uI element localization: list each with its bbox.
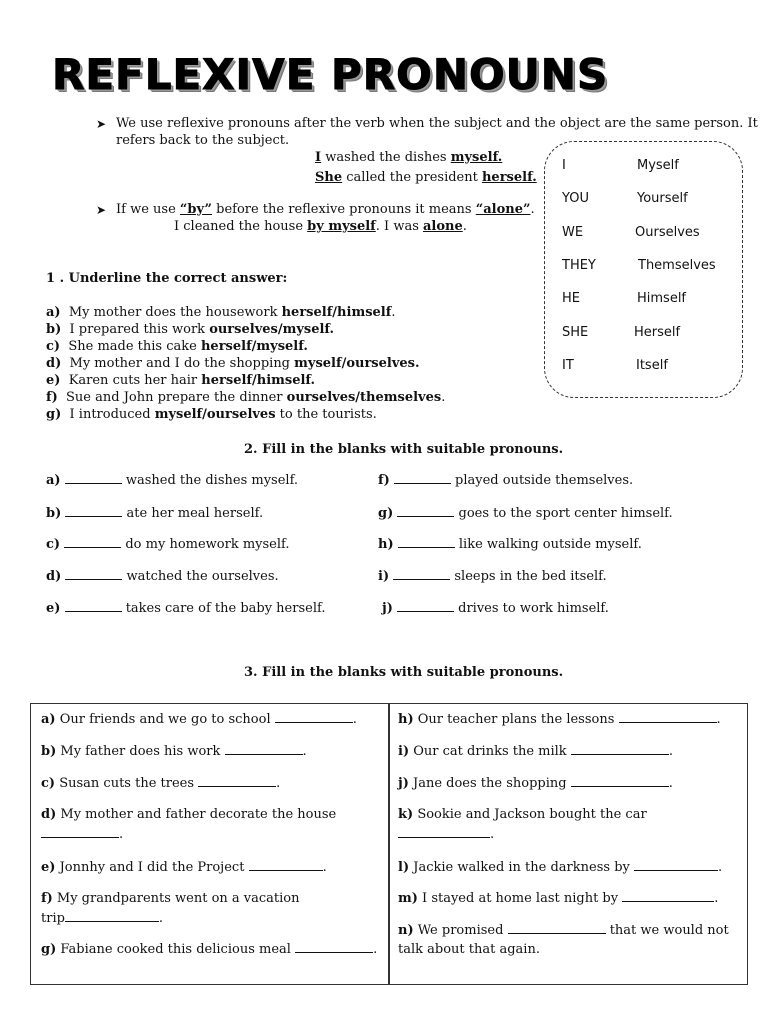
reflexive-cell: Himself [637, 291, 687, 306]
example-reflexive: herself. [481, 170, 537, 185]
fill-item [46, 506, 263, 521]
item-text: Jackie walked in the darkness by [413, 860, 630, 875]
item-letter: d) [41, 807, 57, 822]
item-tail: . [373, 942, 378, 957]
answer-blank[interactable] [634, 860, 718, 871]
pronoun-cell: YOU [562, 191, 589, 206]
item-text: Sookie and Jackson bought the car [417, 807, 647, 822]
box-item [41, 776, 280, 791]
box-item [41, 942, 377, 957]
box-item [398, 923, 729, 938]
item-letter: m) [398, 891, 418, 906]
example-text: called the president [342, 170, 482, 185]
arrow-bullet-icon: ➤ [96, 203, 107, 217]
item-end: . [441, 390, 446, 405]
box-item-continuation [398, 942, 540, 957]
item-text: My mother and father decorate the house [60, 807, 337, 822]
item-choice: ourselves/myself. [209, 322, 335, 337]
answer-blank[interactable] [622, 891, 714, 902]
item-tail: . [302, 744, 307, 759]
fill-item [378, 506, 673, 521]
item-text: do my homework myself. [125, 537, 290, 552]
answer-blank[interactable] [508, 923, 606, 934]
item-text: I stayed at home last night by [422, 891, 619, 906]
alone-word: “alone” [475, 202, 531, 217]
item-text: ate her meal herself. [126, 506, 264, 521]
item-letter: e) [46, 373, 61, 388]
exercise-item [46, 305, 395, 320]
example-text: washed the dishes [321, 150, 451, 165]
answer-blank[interactable] [65, 506, 122, 517]
example-text: . I was [375, 219, 423, 234]
answer-blank[interactable] [275, 712, 353, 723]
item-text: Our friends and we go to school [59, 712, 271, 727]
example-reflexive: myself. [450, 150, 503, 165]
arrow-bullet-icon: ➤ [96, 117, 107, 131]
item-letter: g) [378, 506, 394, 521]
item-text: washed the dishes myself. [125, 473, 299, 488]
section1-heading: 1 . Underline the correct answer: [46, 271, 288, 286]
exercise-item [46, 407, 377, 422]
item-text: Jonnhy and I did the Project [59, 860, 245, 875]
answer-blank[interactable] [571, 776, 669, 787]
box-item [41, 807, 336, 822]
exercise-item [46, 339, 308, 354]
item-text: played outside themselves. [455, 473, 634, 488]
example-alone: alone [423, 219, 463, 234]
answer-blank[interactable] [394, 473, 451, 484]
fill-item [378, 569, 607, 584]
box-item [398, 891, 718, 906]
box-item [398, 776, 673, 791]
item-text: Karen cuts her hair [68, 373, 202, 388]
item-tail: . [322, 860, 327, 875]
item-text: Fabiane cooked this delicious meal [60, 942, 291, 957]
item-letter: n) [398, 923, 414, 938]
rule-text-line1: We use reflexive pronouns after the verb when the subject and the object are the same person. It [116, 116, 758, 131]
answer-blank[interactable] [295, 942, 373, 953]
exercise-item [46, 356, 420, 371]
item-letter: i) [378, 569, 390, 584]
reflexive-cell: Themselves [638, 258, 716, 273]
item-text: goes to the sport center himself. [458, 506, 673, 521]
item-text: Our teacher plans the lessons [417, 712, 615, 727]
box-item [398, 712, 721, 727]
answer-blank[interactable] [397, 506, 454, 517]
item-choice: herself/myself. [200, 339, 308, 354]
section3-heading: 3. Fill in the blanks with suitable pronouns. [244, 665, 564, 680]
box-item [41, 744, 307, 759]
item-text: like walking outside myself. [458, 537, 642, 552]
item-tail: . [158, 911, 164, 926]
item-letter: b) [46, 506, 62, 521]
answer-blank[interactable] [249, 860, 323, 871]
item-text: Susan cuts the trees [59, 776, 195, 791]
pronoun-cell: WE [562, 225, 584, 240]
item-letter: c) [46, 339, 61, 354]
example-3 [174, 219, 467, 234]
item-end: . [391, 305, 396, 320]
item-tail: . [718, 860, 723, 875]
rule-text: before the reflexive pronouns it means [211, 202, 476, 217]
box-item-continuation [41, 827, 123, 842]
item-letter: e) [46, 601, 61, 616]
item-letter: a) [41, 712, 56, 727]
pronoun-table [544, 141, 743, 398]
reflexive-cell: Myself [637, 158, 679, 173]
box-item-continuation [398, 827, 494, 842]
by-word: “by” [179, 202, 212, 217]
item-letter: c) [46, 537, 61, 552]
pronoun-cell: I [562, 158, 566, 173]
box-item [41, 860, 327, 875]
example-2 [315, 170, 537, 185]
rule-text: If we use [116, 202, 180, 217]
reflexive-cell: Ourselves [635, 225, 700, 240]
answer-blank[interactable] [65, 569, 122, 580]
reflexive-cell: Itself [636, 358, 668, 373]
pronoun-cell: HE [562, 291, 580, 306]
box-item [398, 807, 647, 822]
answer-blank[interactable] [65, 473, 122, 484]
answer-blank[interactable] [397, 601, 454, 612]
item-text: sleeps in the bed itself. [454, 569, 607, 584]
item-letter: d) [46, 356, 62, 371]
item-text: My mother and I do the shopping [69, 356, 295, 371]
item-letter: j) [398, 776, 409, 791]
fill-item [46, 473, 298, 488]
item-letter: f) [41, 891, 53, 906]
item-letter: h) [398, 712, 414, 727]
item-tail: . [276, 776, 281, 791]
item-letter: i) [398, 744, 410, 759]
item-letter: e) [41, 860, 56, 875]
item-letter: a) [46, 305, 61, 320]
answer-blank[interactable] [64, 537, 121, 548]
reflexive-cell: Yourself [637, 191, 688, 206]
answer-blank[interactable] [398, 537, 455, 548]
item-text: Sue and John prepare the dinner [66, 390, 287, 405]
item-text: My grandparents went on a vacation [56, 891, 300, 906]
item-text: Our cat drinks the milk [413, 744, 567, 759]
item-tail: . [716, 712, 721, 727]
item-text: I introduced [69, 407, 155, 422]
fill-item [46, 601, 325, 616]
exercise-item [46, 390, 445, 405]
box-item [41, 712, 357, 727]
item-text: drives to work himself. [458, 601, 609, 616]
item-tail: . [490, 827, 495, 842]
item-text: My mother does the housework [68, 305, 282, 320]
item-text: She made this cake [68, 339, 201, 354]
item-choice: myself/ourselves [154, 407, 276, 422]
box-divider [388, 703, 390, 985]
example-text: . [462, 219, 467, 234]
item-text: that we would not [609, 923, 729, 938]
fill-item [46, 537, 290, 552]
example-subject: I [315, 150, 322, 165]
fill-item [382, 601, 609, 616]
item-choice: herself/himself. [201, 373, 316, 388]
reflexive-cell: Herself [634, 325, 681, 340]
item-tail: . [668, 776, 673, 791]
box-item-continuation [41, 911, 163, 926]
exercise-item [46, 373, 315, 388]
page-title: REFLEXIVE PRONOUNS [52, 50, 609, 99]
item-tail: . [352, 712, 357, 727]
answer-blank[interactable] [41, 827, 119, 838]
item-text: My father does his work [60, 744, 221, 759]
item-end: to the tourists. [275, 407, 377, 422]
item-letter: c) [41, 776, 56, 791]
answer-blank[interactable] [65, 601, 122, 612]
item-letter: b) [41, 744, 57, 759]
item-letter: l) [398, 860, 410, 875]
item-text: takes care of the baby herself. [125, 601, 326, 616]
fill-item [378, 537, 642, 552]
item-letter: a) [46, 473, 61, 488]
box-item [398, 860, 722, 875]
item-tail: . [714, 891, 719, 906]
item-choice: ourselves/themselves [286, 390, 442, 405]
answer-blank[interactable] [393, 569, 450, 580]
answer-blank[interactable] [398, 827, 490, 838]
answer-blank[interactable] [225, 744, 303, 755]
example-subject: She [315, 170, 343, 185]
fill-item [378, 473, 633, 488]
item-choice: herself/himself [281, 305, 392, 320]
item-letter: d) [46, 569, 62, 584]
item-text: Jane does the shopping [413, 776, 567, 791]
rule-by-alone [116, 202, 535, 217]
item-tail: . [119, 827, 124, 842]
exercise-box [30, 703, 748, 985]
rule-text-line2: refers back to the subject. [116, 133, 290, 148]
item-letter: b) [46, 322, 62, 337]
item-letter: k) [398, 807, 414, 822]
item-letter: j) [382, 601, 393, 616]
item-choice: myself/ourselves. [294, 356, 420, 371]
answer-blank[interactable] [571, 744, 669, 755]
item-text: We promised [417, 923, 504, 938]
rule-text: . [530, 202, 535, 217]
item-letter: f) [46, 390, 58, 405]
example-by-myself: by myself [307, 219, 376, 234]
pronoun-cell: SHE [562, 325, 589, 340]
item-text: talk about that again. [398, 942, 540, 957]
example-1 [315, 150, 502, 165]
pronoun-cell: IT [562, 358, 574, 373]
answer-blank[interactable] [65, 911, 159, 922]
item-text: trip [41, 911, 65, 926]
fill-item [46, 569, 279, 584]
box-item [41, 891, 300, 906]
section2-heading: 2. Fill in the blanks with suitable pronouns. [244, 442, 564, 457]
item-letter: f) [378, 473, 390, 488]
answer-blank[interactable] [198, 776, 276, 787]
item-tail: . [668, 744, 673, 759]
pronoun-cell: THEY [562, 258, 596, 273]
item-letter: g) [46, 407, 62, 422]
example-text: I cleaned the house [174, 219, 308, 234]
box-item [398, 744, 673, 759]
item-letter: h) [378, 537, 394, 552]
item-letter: g) [41, 942, 57, 957]
exercise-item [46, 322, 334, 337]
item-text: watched the ourselves. [126, 569, 279, 584]
answer-blank[interactable] [619, 712, 717, 723]
item-text: I prepared this work [69, 322, 210, 337]
